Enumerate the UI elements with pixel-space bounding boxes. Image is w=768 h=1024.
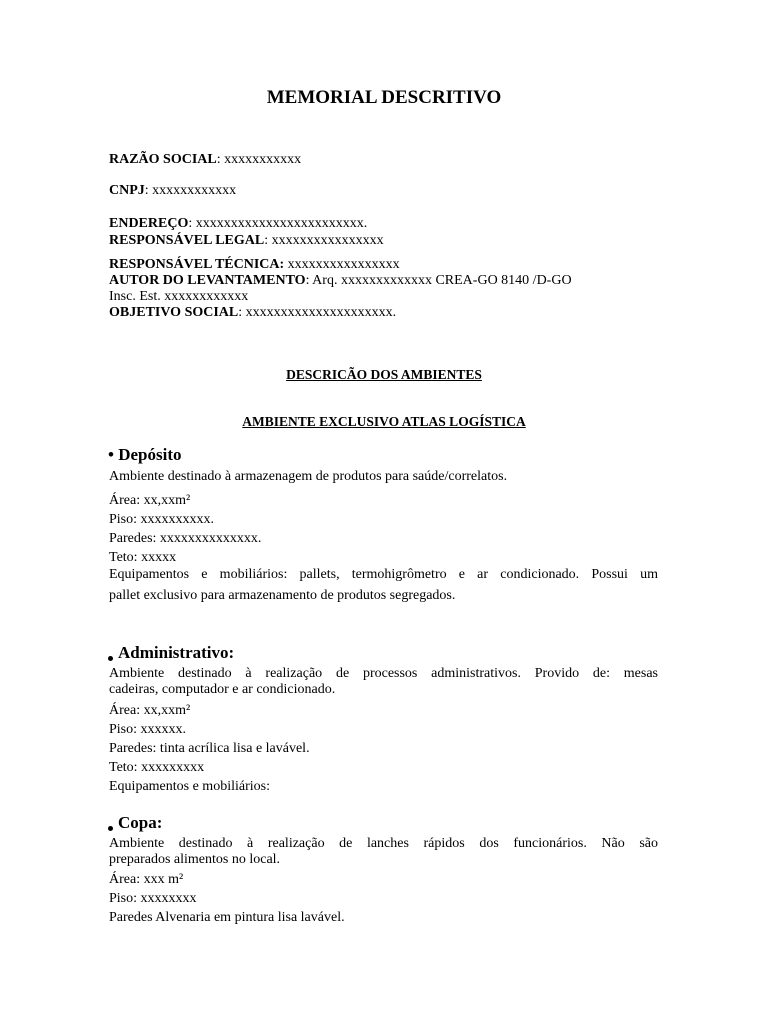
copa-piso: Piso: xxxxxxxx: [109, 891, 197, 906]
administrativo-description-line: Ambiente destinado à realização de processos administrativos. Provido de: mesas: [109, 666, 658, 681]
copa-description-line: preparados alimentos no local.: [109, 852, 281, 868]
field-value: : xxxxxxxxxxx: [216, 152, 302, 167]
field-razao-social: [109, 152, 301, 168]
field-label: AUTOR DO LEVANTAMENTO: [109, 273, 306, 288]
field-label: ENDEREÇO: [109, 216, 189, 231]
copa-description: [109, 836, 658, 868]
field-responsavel-legal: [109, 233, 384, 249]
field-value: : xxxxxxxxxxxxxxxx: [264, 233, 384, 248]
deposito-area: Área: xx,xxm²: [109, 493, 191, 508]
copa-heading: [108, 813, 162, 833]
field-value: : xxxxxxxxxxxxxxxxxxxxx.: [238, 305, 397, 320]
copa-paredes: Paredes Alvenaria em pintura lisa lavável.: [109, 910, 345, 925]
bullet-icon: [108, 826, 113, 831]
administrativo-heading: [108, 643, 234, 663]
field-label: RESPONSÁVEL LEGAL: [109, 233, 265, 248]
field-label: RAZÃO SOCIAL: [109, 152, 217, 167]
field-value: Insc. Est. xxxxxxxxxxxx: [109, 289, 249, 304]
administrativo-paredes: Paredes: tinta acrílica lisa e lavável.: [109, 741, 310, 756]
deposito-description: Ambiente destinado à armazenagem de produtos para saúde/correlatos.: [109, 469, 508, 484]
deposito-equipamentos-line: Equipamentos e mobiliários: pallets, termohigrômetro e ar condicionado. Possui um: [109, 567, 658, 582]
copa-description-line: Ambiente destinado à realização de lanches rápidos dos funcionários. Não são: [109, 836, 658, 851]
deposito-heading: • Depósito: [108, 445, 182, 464]
field-label: OBJETIVO SOCIAL: [109, 305, 239, 320]
field-label: CNPJ: [109, 183, 145, 198]
document-title: MEMORIAL DESCRITIVO: [266, 87, 502, 108]
field-value: xxxxxxxxxxxxxxxx: [284, 257, 400, 272]
field-objetivo-social: [109, 305, 396, 321]
field-cnpj: [109, 183, 236, 199]
administrativo-area: Área: xx,xxm²: [109, 703, 191, 718]
deposito-equipamentos: [109, 567, 658, 604]
copa-area: Área: xxx m²: [109, 872, 184, 887]
administrativo-description: [109, 666, 658, 698]
copa-heading-label: Copa:: [118, 813, 163, 832]
administrativo-teto: Teto: xxxxxxxxx: [109, 760, 205, 775]
section-title: DESCRICÃO DOS AMBIENTES: [286, 367, 482, 382]
deposito-teto: Teto: xxxxx: [109, 550, 177, 565]
administrativo-heading-label: Administrativo:: [118, 643, 235, 662]
administrativo-equipamentos: Equipamentos e mobiliários:: [109, 779, 270, 794]
deposito-paredes: Paredes: xxxxxxxxxxxxxx.: [109, 531, 262, 546]
field-value: : xxxxxxxxxxxx: [144, 183, 237, 198]
field-autor-levantamento: [109, 273, 572, 289]
subsection-title: AMBIENTE EXCLUSIVO ATLAS LOGÍSTICA: [242, 414, 526, 429]
field-insc-est: [109, 289, 248, 305]
field-label: RESPONSÁVEL TÉCNICA:: [109, 257, 285, 272]
field-value: : Arq. xxxxxxxxxxxxx CREA-GO 8140 /D-GO: [305, 273, 572, 288]
field-endereco: [109, 216, 367, 232]
field-responsavel-tecnica: [109, 257, 400, 273]
bullet-icon: [108, 656, 113, 661]
field-value: : xxxxxxxxxxxxxxxxxxxxxxxx.: [188, 216, 368, 231]
administrativo-piso: Piso: xxxxxx.: [109, 722, 187, 737]
administrativo-description-line: cadeiras, computador e ar condicionado.: [109, 682, 336, 698]
deposito-equipamentos-line: pallet exclusivo para armazenamento de produtos segregados.: [109, 588, 456, 604]
deposito-piso: Piso: xxxxxxxxxx.: [109, 512, 215, 527]
